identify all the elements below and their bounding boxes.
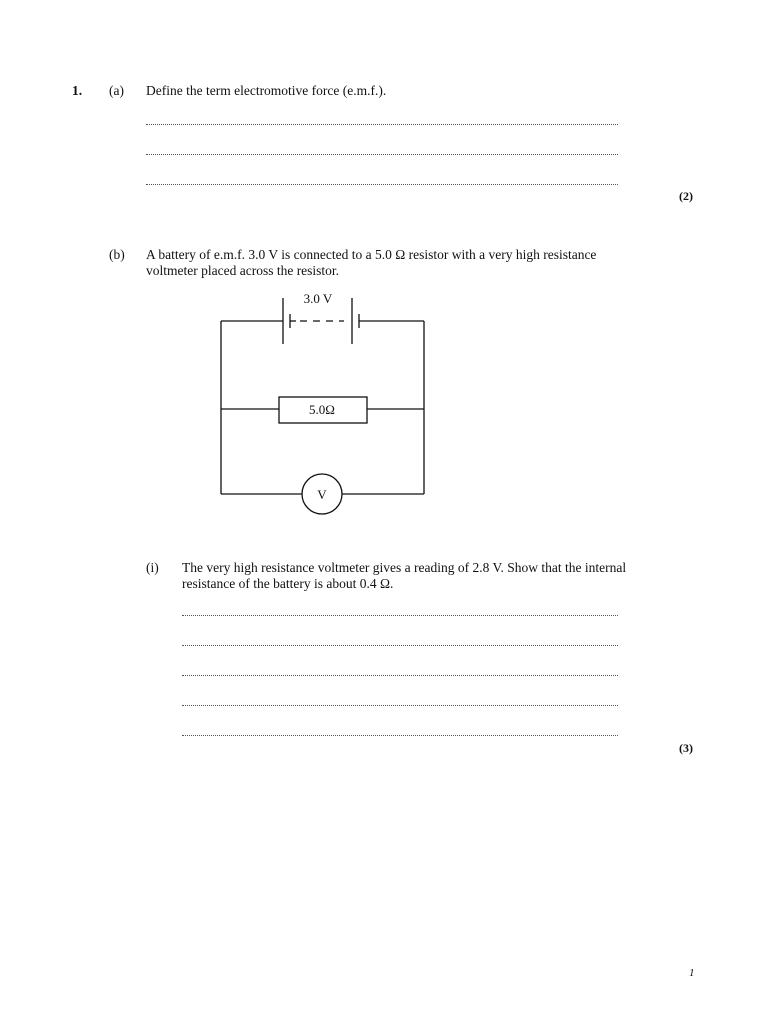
resistor-label: 5.0Ω <box>309 402 335 417</box>
answer-line-i-1[interactable] <box>182 615 618 616</box>
part-b-text-line-1: A battery of e.m.f. 3.0 V is connected to a 5.0 Ω resistor with a very high resistance <box>146 247 597 262</box>
sub-i-marks: (3) <box>679 741 693 755</box>
part-a-label: (a) <box>109 83 124 98</box>
sub-i-text-line-1: The very high resistance voltmeter gives a reading of 2.8 V. Show that the internal <box>182 560 627 575</box>
sub-i-question-text <box>182 560 626 592</box>
battery-label: 3.0 V <box>303 291 333 306</box>
question-number: 1. <box>72 83 83 98</box>
part-a-question-text: Define the term electromotive force (e.m.f.). <box>146 83 387 98</box>
page-number: 1 <box>689 967 695 979</box>
answer-line-i-3[interactable] <box>182 675 618 676</box>
part-a-marks: (2) <box>679 189 693 203</box>
answer-line-i-4[interactable] <box>182 705 618 706</box>
answer-line-i-5[interactable] <box>182 735 618 736</box>
sub-i-text-line-2: resistance of the battery is about 0.4 Ω. <box>182 576 394 591</box>
answer-line-i-2[interactable] <box>182 645 618 646</box>
part-b-label: (b) <box>109 247 125 262</box>
voltmeter-label: V <box>317 487 327 502</box>
sub-i-label: (i) <box>146 560 159 575</box>
part-b-text-line-2: voltmeter placed across the resistor. <box>146 263 340 278</box>
